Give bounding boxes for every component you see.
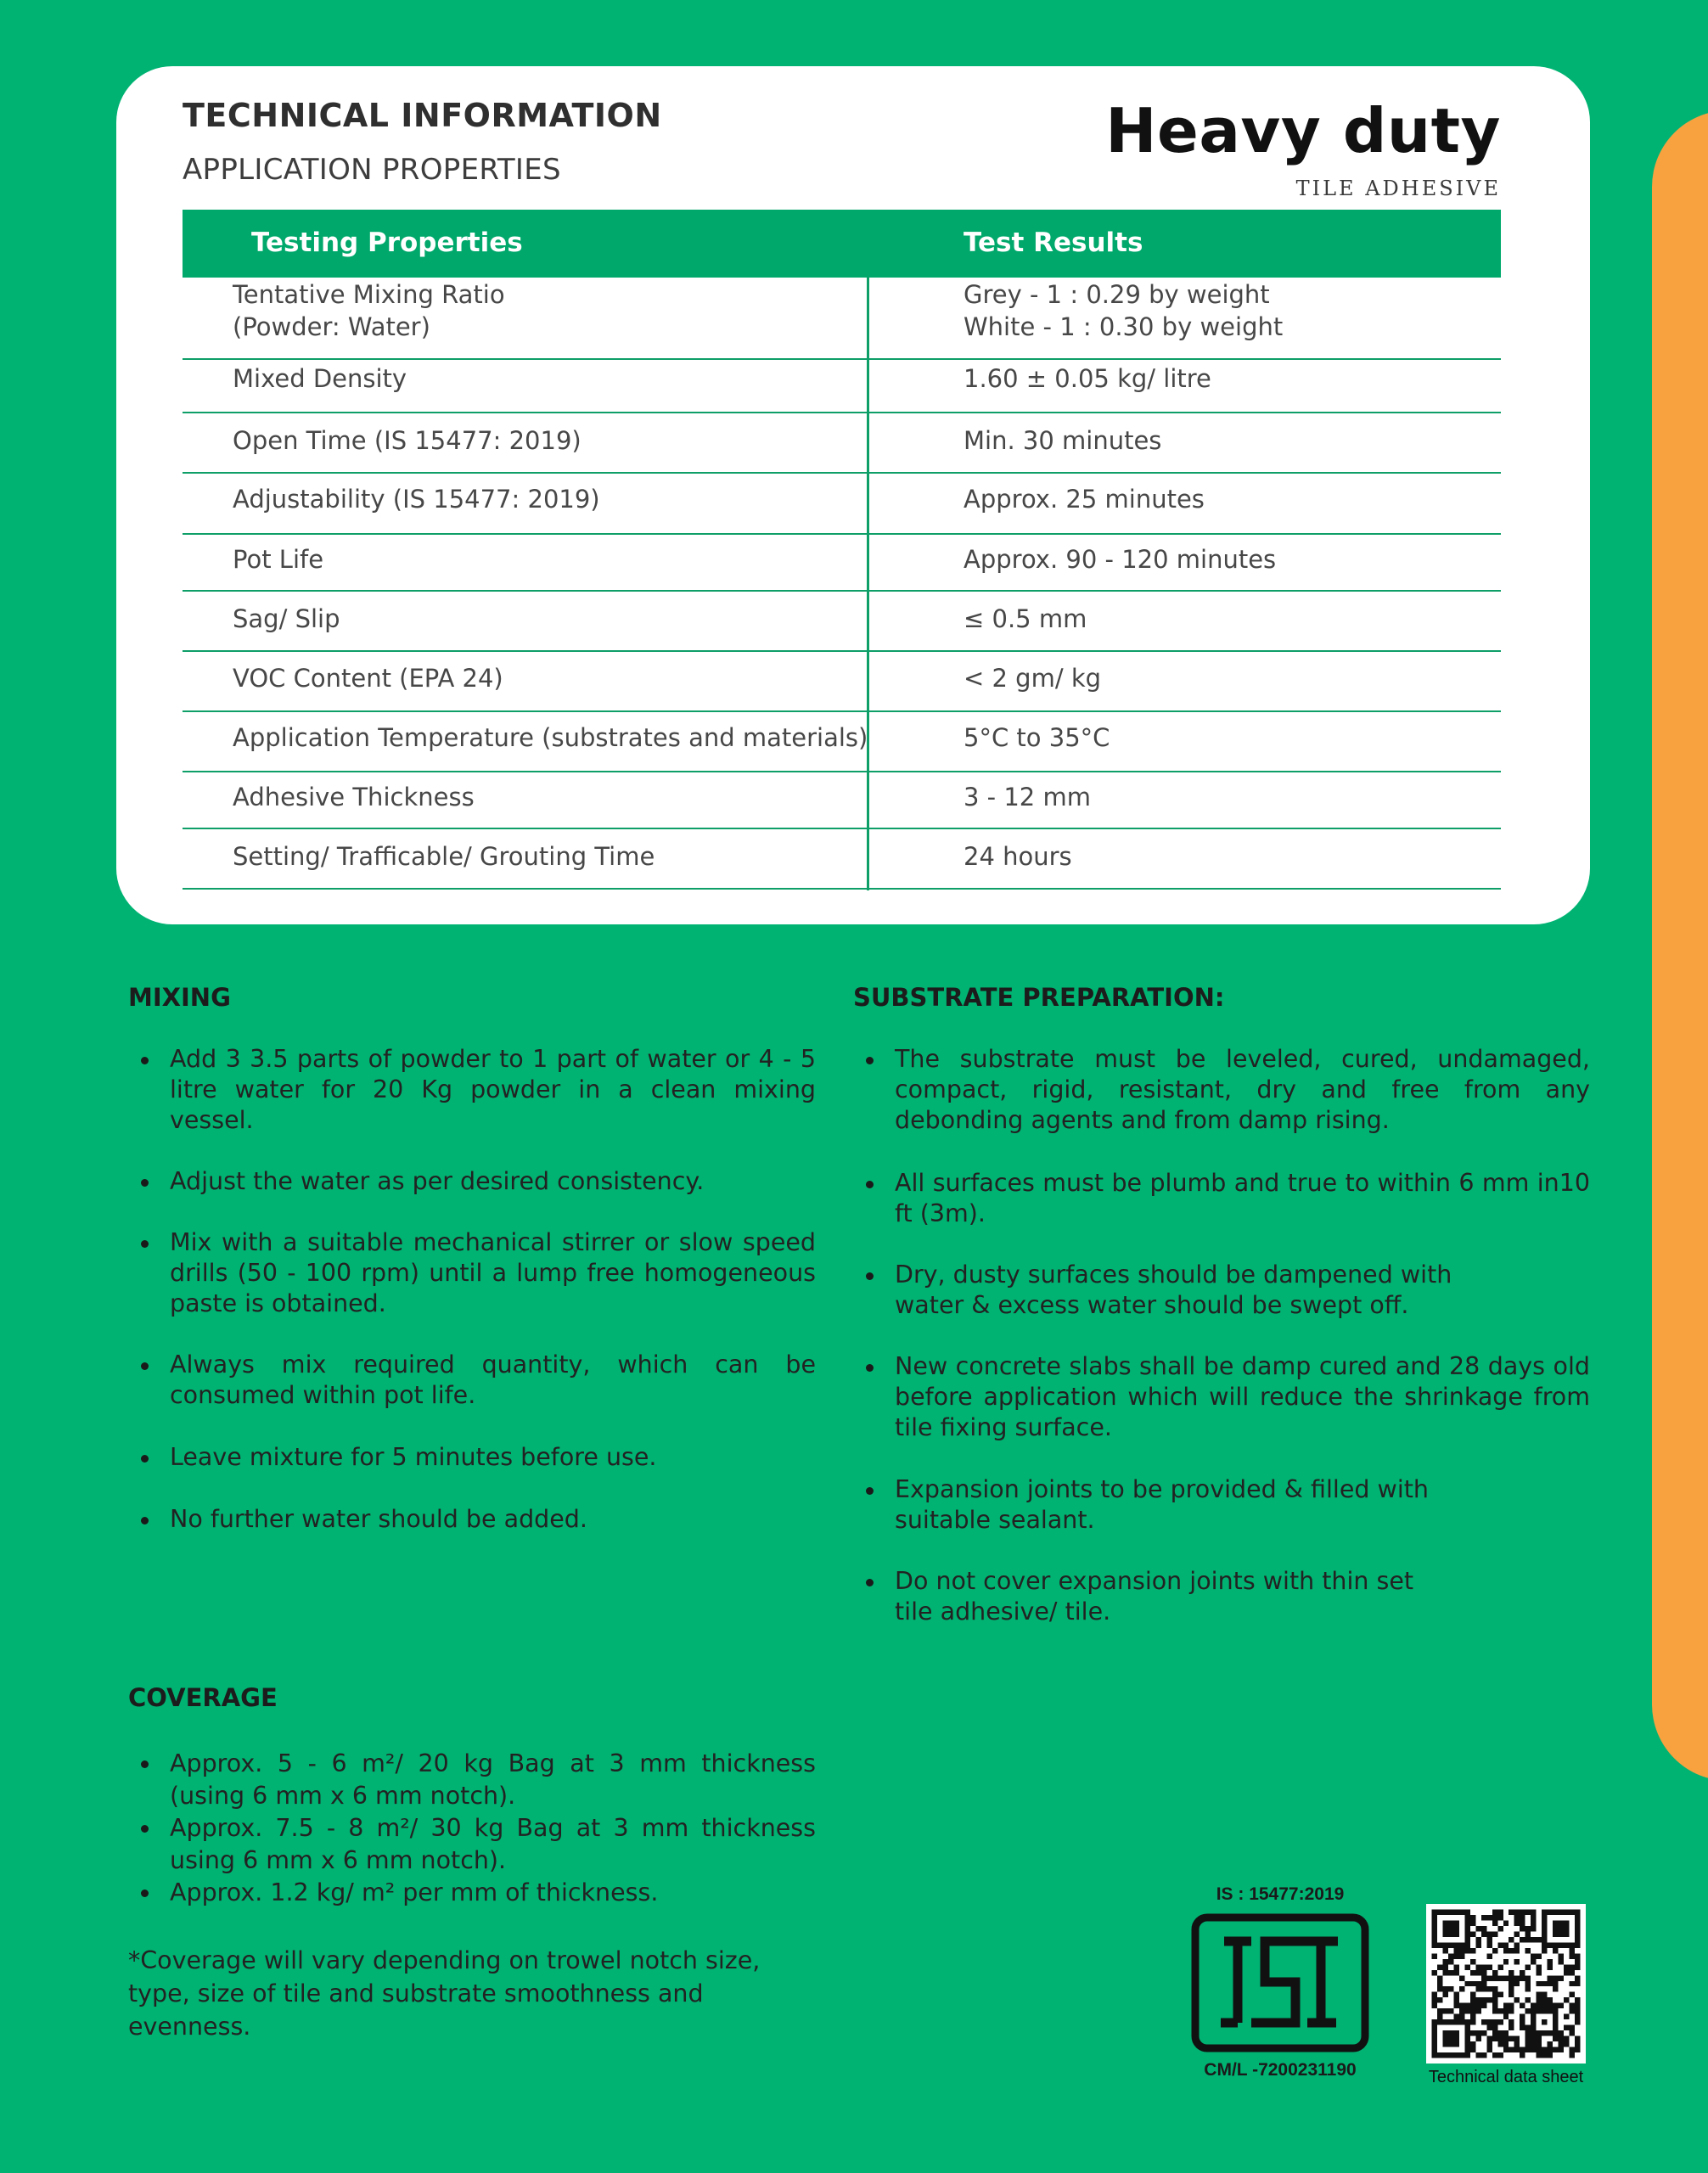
- list-item: New concrete slabs shall be damp cured and 28 days old before application which will reduce the shrinkage from tile fixing surface.: [853, 1351, 1590, 1443]
- result-cell: < 2 gm/ kg: [964, 664, 1102, 693]
- orange-side-tab: [1652, 110, 1708, 1781]
- header-testing-properties: Testing Properties: [251, 227, 523, 258]
- list-item: Expansion joints to be provided & filled with suitable sealant.: [853, 1474, 1590, 1536]
- substrate-heading: SUBSTRATE PREPARATION:: [853, 983, 1225, 1012]
- qr-caption: Technical data sheet: [1428, 2068, 1584, 2086]
- list-item: Approx. 7.5 - 8 m²/ 30 kg Bag at 3 mm thickness using 6 mm x 6 mm notch).: [128, 1812, 816, 1877]
- property-cell: Tentative Mixing Ratio (Powder: Water): [233, 280, 505, 341]
- list-item: All surfaces must be plumb and true to within 6 mm in10 ft (3m).: [853, 1168, 1590, 1229]
- coverage-heading: COVERAGE: [128, 1683, 278, 1712]
- table-row: [183, 712, 1501, 772]
- isi-standard-label: IS : 15477:2019: [1216, 1884, 1345, 1904]
- table-row: [183, 829, 1501, 890]
- list-item: The substrate must be leveled, cured, undamaged, compact, rigid, resistant, dry and free from any debonding agents and from damp rising.: [853, 1044, 1590, 1136]
- list-item: Approx. 1.2 kg/ m² per mm of thickness.: [128, 1877, 816, 1909]
- table-row: [183, 535, 1501, 592]
- result-cell: 5°C to 35°C: [964, 723, 1110, 752]
- table-row: [183, 413, 1501, 474]
- table-row: [183, 652, 1501, 712]
- result-cell: ≤ 0.5 mm: [964, 604, 1087, 633]
- list-item: Adjust the water as per desired consistency.: [128, 1166, 816, 1197]
- substrate-list: [853, 1044, 1590, 1627]
- isi-license-label: CM/L -7200231190: [1204, 2060, 1357, 2080]
- result-cell: Approx. 90 - 120 minutes: [964, 545, 1277, 574]
- table-header: [183, 210, 1501, 278]
- property-cell: Adhesive Thickness: [233, 783, 475, 811]
- property-cell: VOC Content (EPA 24): [233, 664, 503, 693]
- product-title: Heavy duty: [1105, 95, 1501, 166]
- result-cell: Grey - 1 : 0.29 by weight White - 1 : 0.30 by weight: [964, 280, 1284, 341]
- property-cell: Pot Life: [233, 545, 324, 574]
- coverage-list: [128, 1748, 816, 1909]
- header-test-results: Test Results: [964, 227, 1143, 258]
- qr-code-icon: [1426, 1904, 1586, 2064]
- list-item: Dry, dusty surfaces should be dampened with water & excess water should be swept off.: [853, 1260, 1590, 1321]
- table-row: [183, 772, 1501, 829]
- result-cell: 3 - 12 mm: [964, 783, 1091, 811]
- section-subtitle: APPLICATION PROPERTIES: [183, 153, 561, 187]
- list-item: Mix with a suitable mechanical stirrer or slow speed drills (50 - 100 rpm) until a lump free homogeneous paste is obtained.: [128, 1227, 816, 1319]
- property-cell: Setting/ Trafficable/ Grouting Time: [233, 842, 655, 871]
- list-item: No further water should be added.: [128, 1504, 816, 1535]
- property-cell: Mixed Density: [233, 364, 407, 393]
- result-cell: 24 hours: [964, 842, 1072, 871]
- table-row: [183, 278, 1501, 360]
- list-item: Add 3 3.5 parts of powder to 1 part of water or 4 - 5 litre water for 20 Kg powder in a clean mixing vessel.: [128, 1044, 816, 1136]
- table-row: [183, 592, 1501, 652]
- result-cell: Min. 30 minutes: [964, 426, 1162, 455]
- property-cell: Open Time (IS 15477: 2019): [233, 426, 582, 455]
- mixing-list: [128, 1044, 816, 1535]
- mixing-heading: MIXING: [128, 983, 231, 1012]
- coverage-note: *Coverage will vary depending on trowel notch size, type, size of tile and substrate smoothness and evenness.: [128, 1946, 761, 2041]
- properties-table: [183, 210, 1501, 890]
- list-item: Do not cover expansion joints with thin set tile adhesive/ tile.: [853, 1566, 1590, 1627]
- result-cell: 1.60 ± 0.05 kg/ litre: [964, 364, 1211, 393]
- table-row: [183, 474, 1501, 535]
- product-subtitle: TILE ADHESIVE: [1295, 177, 1501, 200]
- isi-logo-icon: [1190, 1912, 1370, 2053]
- isi-certification-mark: [1188, 1884, 1372, 2088]
- table-row: [183, 360, 1501, 413]
- property-cell: Sag/ Slip: [233, 604, 340, 633]
- qr-code[interactable]: [1426, 1904, 1586, 2064]
- property-cell: Adjustability (IS 15477: 2019): [233, 485, 600, 514]
- section-title: TECHNICAL INFORMATION: [183, 97, 662, 134]
- list-item: Approx. 5 - 6 m²/ 20 kg Bag at 3 mm thickness (using 6 mm x 6 mm notch).: [128, 1748, 816, 1812]
- list-item: Always mix required quantity, which can be consumed within pot life.: [128, 1350, 816, 1411]
- property-cell: Application Temperature (substrates and materials): [233, 723, 868, 752]
- result-cell: Approx. 25 minutes: [964, 485, 1205, 514]
- list-item: Leave mixture for 5 minutes before use.: [128, 1442, 816, 1473]
